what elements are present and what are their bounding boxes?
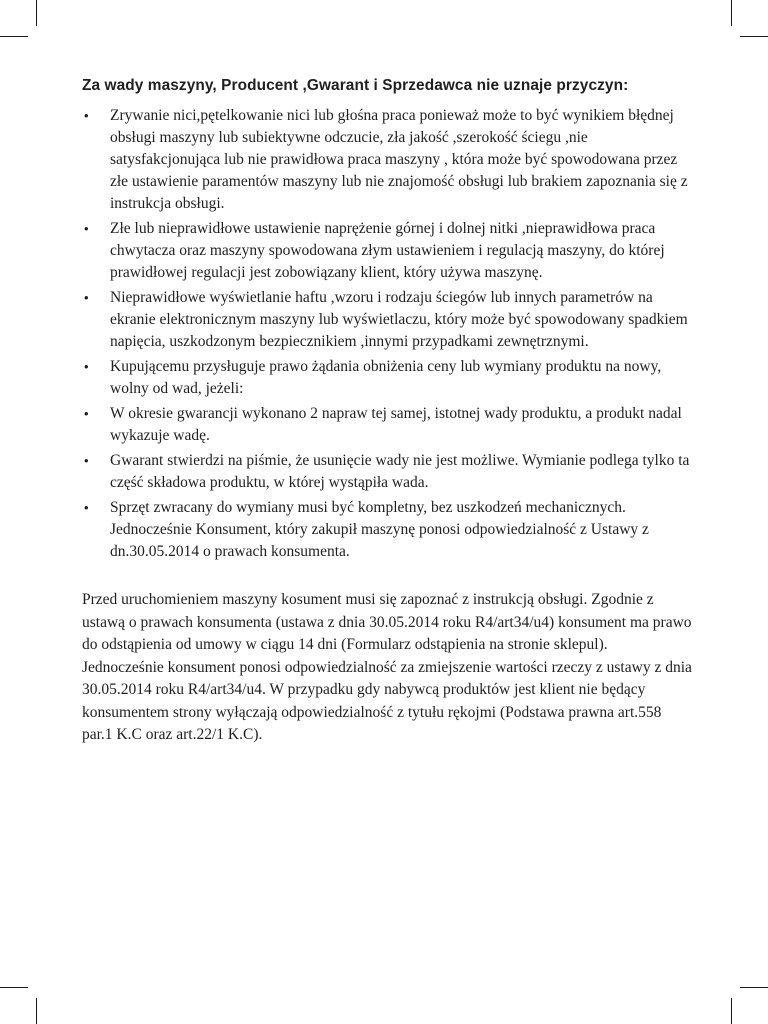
section-heading: Za wady maszyny, Producent ,Gwarant i Sprzedawca nie uznaje przyczyn: [82,77,629,94]
list-item [82,218,692,284]
crop-mark-bottom-left-vertical [36,998,37,1024]
document-content [82,76,692,747]
crop-mark-top-left-horizontal [0,36,28,37]
list-item-text: Kupującemu przysługuje prawo żądania obniżenia ceny lub wymiany produktu na nowy, wolny od wad, jeżeli: [110,358,662,397]
list-item-text: Gwarant stwierdzi na piśmie, że usunięcie wady nie jest możliwe. Wymianie podlega tylko ta część składowa produktu, w której wystąpiła wada. [110,452,690,491]
list-item [82,450,692,494]
list-item [82,287,692,353]
crop-mark-top-left-vertical [36,0,37,26]
bullet-icon: • [84,500,89,515]
bullet-icon: • [84,108,89,123]
bullet-icon: • [84,453,89,468]
list-item-text: Złe lub nieprawidłowe ustawienie naprężenie górnej i dolnej nitki ,nieprawidłowa praca chwytacza oraz maszyny spowodowana złym ustawieniem i regulacją maszyny, do której prawidłowej regulacji jest zobowiązany klient, który używa maszynę. [110,220,665,281]
list-item-text: Zrywanie nici,pętelkowanie nici lub głośna praca ponieważ może to być wynikiem błędnej obsługi maszyny lub subiektywne odczucie, zła jakość ,szerokość ściegu ,nie satysfakcjonująca lub nie prawidłowa praca maszyny , która może być spowodowana przez złe ustawienie paramentów maszyny lub nie znajomość obsługi lub brakiem zapoznania się z instrukcja obsługi. [110,107,688,212]
crop-mark-top-right-vertical [731,0,732,26]
bullet-icon: • [84,406,89,421]
list-item-text: W okresie gwarancji wykonano 2 napraw tej samej, istotnej wady produktu, a produkt nadal wykazuje wadę. [110,405,682,444]
list-item [82,403,692,447]
list-item [82,105,692,215]
list-item [82,356,692,400]
list-item-text: Sprzęt zwracany do wymiany musi być kompletny, bez uszkodzeń mechanicznych. Jednocześnie Konsument, który zakupił maszynę ponosi odpowiedzialność z Ustawy z dn.30.05.2014 o prawach konsumenta. [110,499,649,560]
consumer-rights-paragraph: Przed uruchomieniem maszyny kosument musi się zapoznać z instrukcją obsługi. Zgodnie z ustawą o prawach konsumenta (ustawa z dnia 30.05.2014 roku R4/art34/u4) konsument ma prawo do odstąpienia od umowy w ciągu 14 dni (Formularz odstąpienia na stronie sklepul). Jednocześnie konsument ponosi odpowiedzialność za zmiejszenie wartości rzeczy z ustawy z dnia 30.05.2014 roku R4/art34/u4. W przypadku gdy nabywcą produktów jest klient nie będący konsumentem strony wyłączają odpowiedzialność z tytułu rękojmi (Podstawa prawna art.558 par.1 K.C oraz art.22/1 K.C). [82,591,692,743]
bullet-icon: • [84,290,89,305]
crop-mark-bottom-right-horizontal [740,987,768,988]
bullet-icon: • [84,221,89,236]
crop-mark-bottom-right-vertical [731,998,732,1024]
crop-mark-bottom-left-horizontal [0,987,28,988]
list-item-text: Nieprawidłowe wyświetlanie haftu ,wzoru i rodzaju ściegów lub innych parametrów na ekranie elektronicznym maszyny lub wyświetlaczu, który może być spowodowany spadkiem napięcia, uszkodzonym bezpiecznikiem ,innymi przypadkami zewnętrznymi. [110,289,688,350]
crop-mark-top-right-horizontal [740,36,768,37]
list-item [82,497,692,563]
bullet-icon: • [84,359,89,374]
warranty-exclusions-list [82,105,692,563]
